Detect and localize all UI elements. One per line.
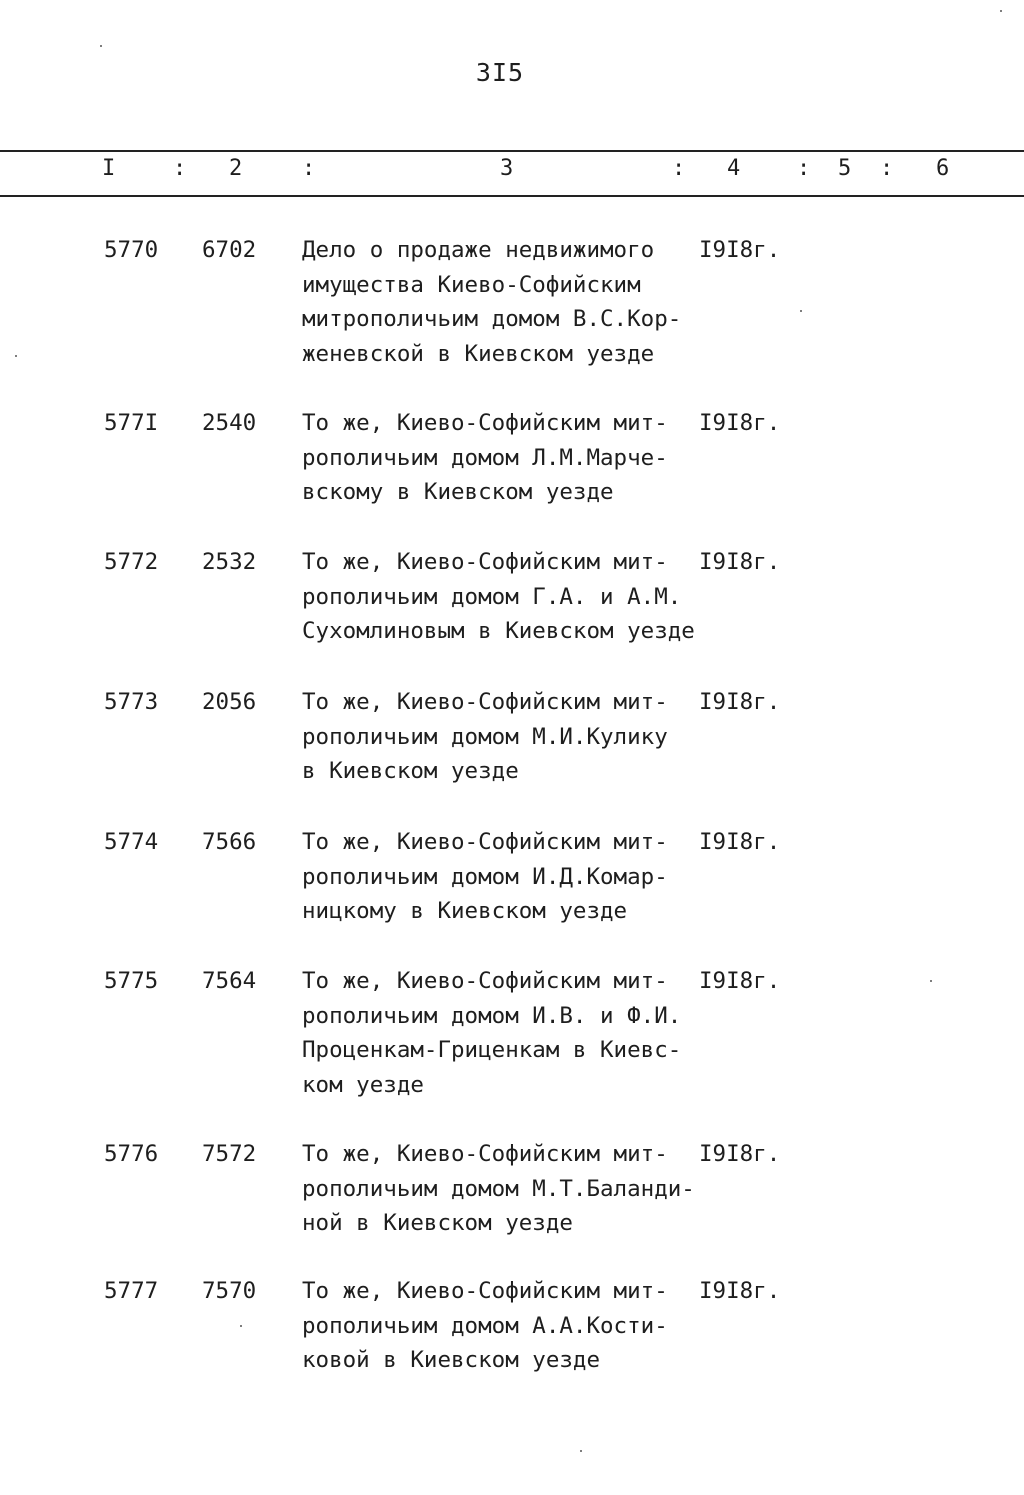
- description-line: рополичьим домом Л.М.Марче-: [302, 444, 668, 471]
- record-number: 5776: [104, 1141, 159, 1167]
- record-description: [302, 406, 702, 510]
- record-old-number: 2540: [202, 410, 257, 436]
- record-number: 5774: [104, 829, 159, 855]
- record-year: I9I8г.: [699, 237, 781, 263]
- scan-speck: [800, 310, 802, 312]
- record-year: I9I8г.: [699, 689, 781, 715]
- header-col-6: 6: [936, 156, 950, 181]
- header-col-1: I: [102, 156, 116, 181]
- record-number: 5777: [104, 1278, 159, 1304]
- description-line: То же, Киево-Софийским мит-: [302, 689, 668, 715]
- description-line: ком уезде: [302, 1071, 424, 1098]
- scan-speck: [1000, 10, 1002, 12]
- description-line: То же, Киево-Софийским мит-: [302, 410, 668, 436]
- record-description: [302, 545, 702, 649]
- description-line: рополичьим домом М.И.Кулику: [302, 723, 668, 750]
- description-line: имущества Киево-Софийским: [302, 271, 641, 298]
- description-line: ковой в Киевском уезде: [302, 1347, 601, 1373]
- description-line: То же, Киево-Софийским мит-: [302, 549, 668, 575]
- record-old-number: 6702: [202, 237, 257, 263]
- record-year: I9I8г.: [699, 1141, 781, 1167]
- scan-speck: [580, 1450, 582, 1452]
- record-year: I9I8г.: [699, 1278, 781, 1304]
- record-description: [302, 1274, 702, 1378]
- record-old-number: 2532: [202, 549, 257, 575]
- record-description: [302, 825, 702, 929]
- description-line: То же, Киево-Софийским мит-: [302, 968, 668, 994]
- description-line: ной в Киевском уезде: [302, 1210, 573, 1236]
- header-separator: :: [797, 156, 811, 181]
- description-line: рополичьим домом И.В. и Ф.И.: [302, 1002, 682, 1029]
- description-line: митрополичьим домом В.С.Кор-: [302, 306, 682, 332]
- record-year: I9I8г.: [699, 549, 781, 575]
- record-description: [302, 685, 702, 789]
- record-description: [302, 964, 702, 1102]
- description-line: женевской в Киевском уезде: [302, 340, 655, 367]
- record-number: 5772: [104, 549, 159, 575]
- record-year: I9I8г.: [699, 829, 781, 855]
- record-year: I9I8г.: [699, 410, 781, 436]
- header-rule-bottom: [0, 195, 1024, 197]
- description-line: рополичьим домом И.Д.Комар-: [302, 863, 668, 890]
- record-number: 577I: [104, 410, 159, 436]
- record-description: [302, 1137, 702, 1241]
- header-col-3: 3: [500, 156, 514, 181]
- description-line: То же, Киево-Софийским мит-: [302, 1278, 668, 1304]
- record-old-number: 7566: [202, 829, 257, 855]
- record-year: I9I8г.: [699, 968, 781, 994]
- record-old-number: 7570: [202, 1278, 257, 1304]
- description-line: рополичьим домом М.Т.Баланди-: [302, 1175, 695, 1202]
- header-rule-top: [0, 150, 1024, 152]
- record-old-number: 7564: [202, 968, 257, 994]
- description-line: Проценкам-Гриценкам в Киевс-: [302, 1037, 682, 1063]
- record-number: 5770: [104, 237, 159, 263]
- header-separator: :: [302, 156, 316, 181]
- header-separator: :: [173, 156, 187, 181]
- table-header: [0, 156, 1024, 188]
- description-line: в Киевском уезде: [302, 758, 519, 784]
- record-description: [302, 233, 702, 371]
- description-line: Сухомлиновым в Киевском уезде: [302, 618, 695, 644]
- description-line: То же, Киево-Софийским мит-: [302, 1141, 668, 1167]
- description-line: вскому в Киевском уезде: [302, 479, 614, 505]
- header-separator: :: [880, 156, 894, 181]
- header-col-4: 4: [727, 156, 741, 181]
- record-old-number: 7572: [202, 1141, 257, 1167]
- scan-speck: [15, 355, 17, 357]
- description-line: рополичьим домом Г.А. и А.М.: [302, 583, 682, 610]
- scan-speck: [100, 45, 102, 47]
- scan-speck: [240, 1325, 242, 1327]
- description-line: То же, Киево-Софийским мит-: [302, 829, 668, 855]
- description-line: Дело о продаже недвижимого: [302, 237, 655, 263]
- scan-speck: [930, 980, 932, 982]
- page-number: 3I5: [475, 58, 525, 87]
- header-separator: :: [672, 156, 686, 181]
- record-number: 5775: [104, 968, 159, 994]
- record-number: 5773: [104, 689, 159, 715]
- header-col-5: 5: [838, 156, 852, 181]
- record-old-number: 2056: [202, 689, 257, 715]
- header-col-2: 2: [229, 156, 243, 181]
- description-line: ницкому в Киевском уезде: [302, 898, 628, 924]
- description-line: рополичьим домом А.А.Кости-: [302, 1312, 668, 1339]
